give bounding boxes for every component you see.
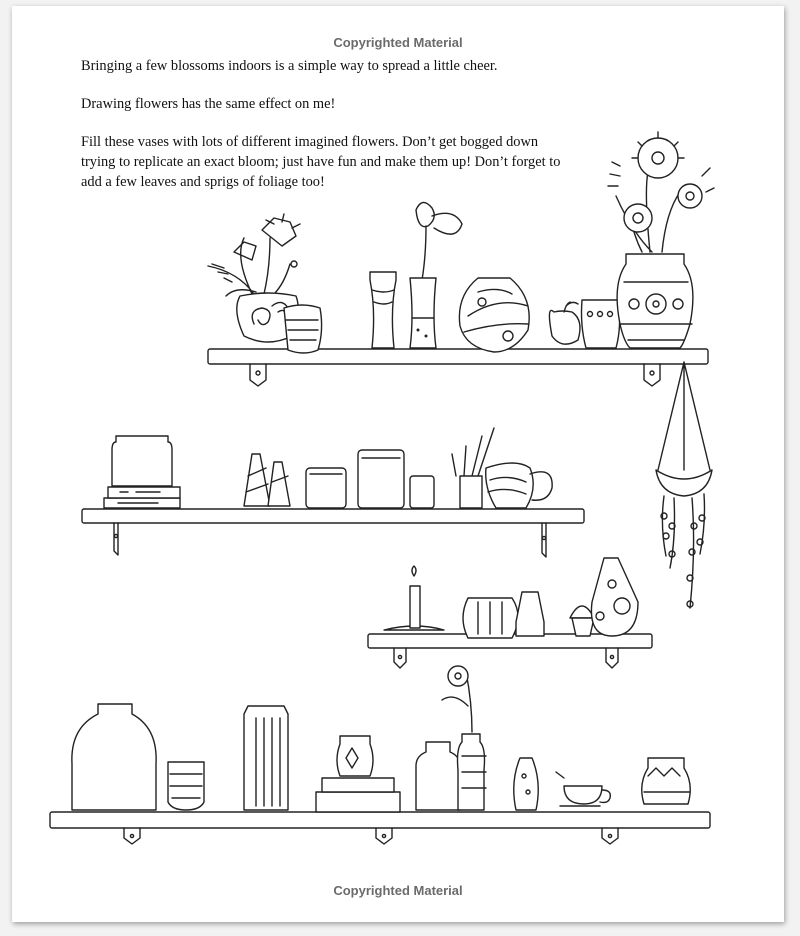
hanging-planter bbox=[656, 362, 712, 608]
candle-and-vases bbox=[384, 558, 638, 638]
glass-jars bbox=[306, 450, 434, 508]
urn-with-flowers bbox=[608, 132, 714, 348]
shelf-3 bbox=[368, 634, 652, 668]
header-copyright: Copyrighted Material bbox=[333, 35, 463, 50]
small-bottles bbox=[244, 454, 290, 506]
brushes-and-pitcher bbox=[452, 428, 552, 508]
intro-paragraph-3: Fill these vases with lots of different imagined flowers. Don’t get bogged down trying to replicate an exact bloom; just have fun and make them up! Don’t forget to add a few leaves and sprigs of foliage too! bbox=[81, 134, 561, 190]
shelf-4 bbox=[50, 812, 710, 844]
apple-and-jug bbox=[549, 300, 619, 348]
coloring-book-page bbox=[12, 6, 784, 922]
shelves-illustration bbox=[12, 6, 784, 922]
round-striped-vase bbox=[459, 278, 529, 352]
shelf-2 bbox=[82, 509, 584, 557]
bottom-shelf-vases bbox=[72, 666, 690, 812]
intro-paragraph-1: Bringing a few blossoms indoors is a simple way to spread a little cheer. bbox=[81, 58, 498, 74]
books-with-jar bbox=[104, 436, 180, 508]
tall-jars bbox=[370, 202, 462, 348]
intro-paragraph-2: Drawing flowers has the same effect on me! bbox=[81, 96, 336, 112]
swirl-vase-with-flowers bbox=[208, 214, 322, 353]
shelf-1 bbox=[208, 349, 708, 386]
footer-copyright: Copyrighted Material bbox=[333, 883, 463, 898]
